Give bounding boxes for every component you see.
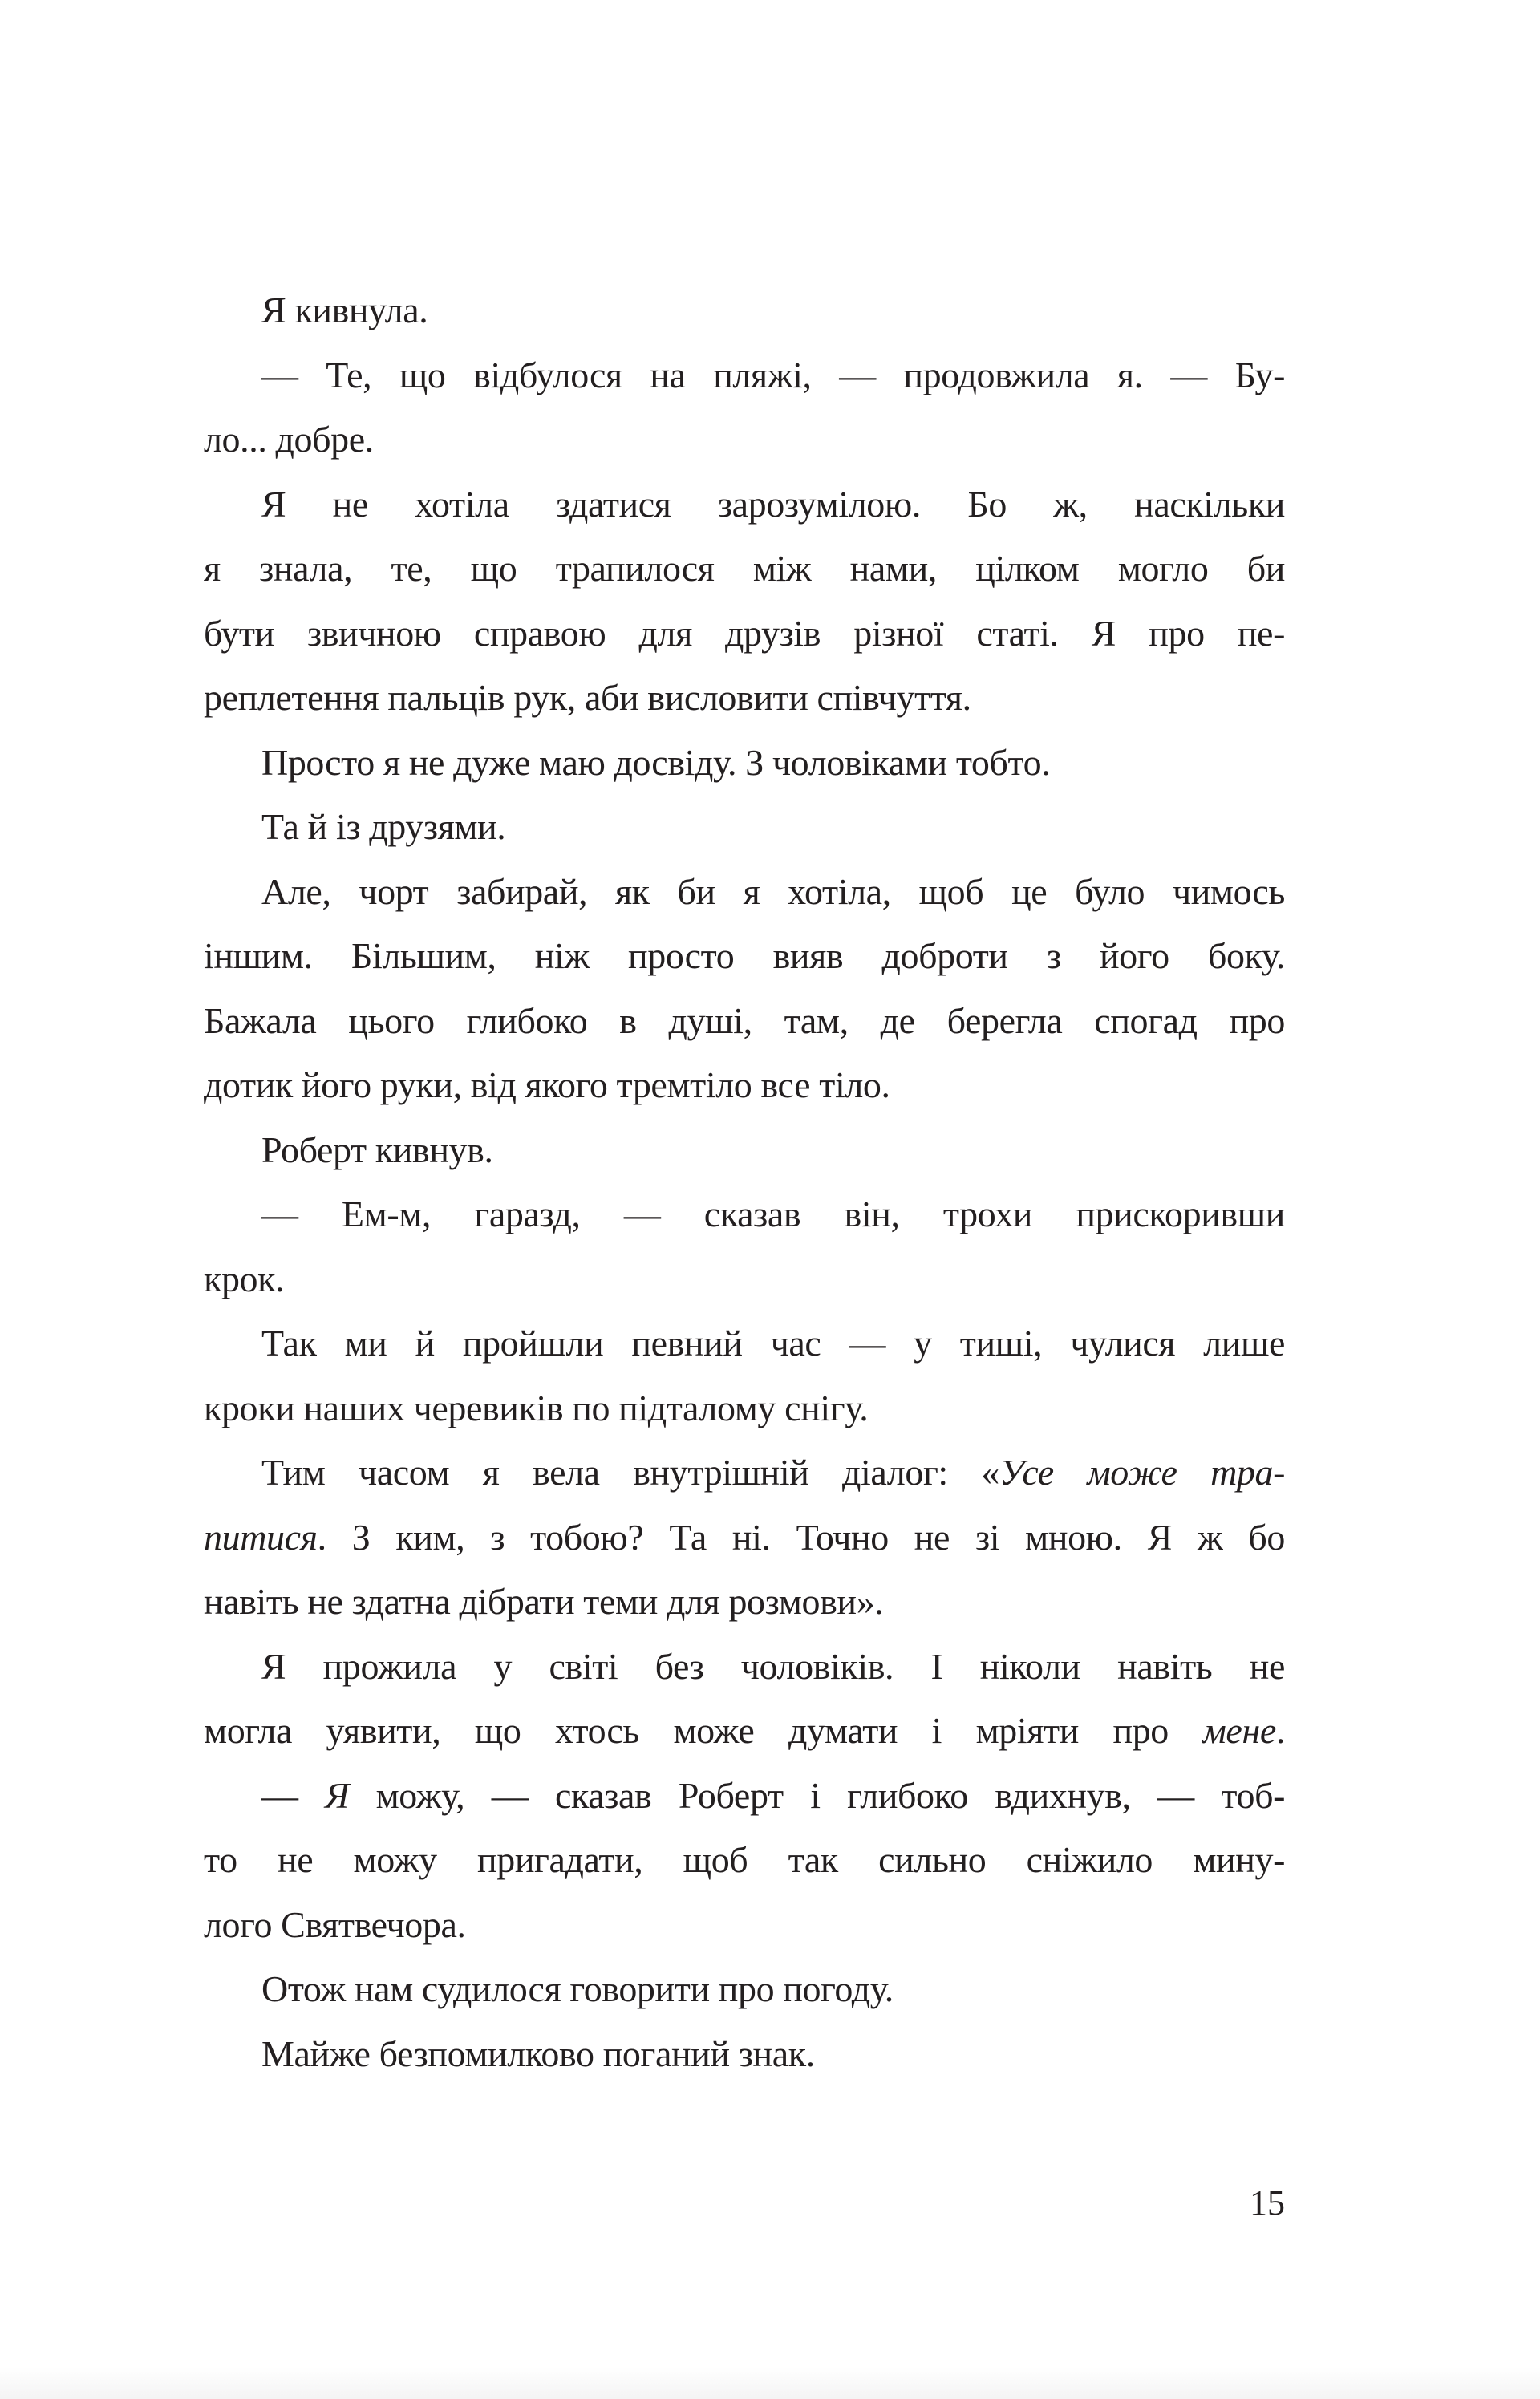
text-segment: Роберт кивнув. bbox=[261, 1129, 493, 1170]
text-line bbox=[204, 1828, 1285, 1893]
text-segment: Я прожила у світі без чоловіків. І ніколи навіть не bbox=[261, 1645, 1285, 1687]
text-line bbox=[204, 731, 1285, 796]
text-segment: . bbox=[1275, 1710, 1285, 1751]
text-segment: Я не хотіла здатися зарозумілою. Бо ж, наскільки bbox=[261, 483, 1285, 525]
page-number: 15 bbox=[1250, 2183, 1285, 2223]
text-line bbox=[204, 1053, 1285, 1118]
text-line bbox=[204, 1118, 1285, 1183]
text-line bbox=[204, 278, 1285, 343]
text-line bbox=[204, 1441, 1285, 1505]
text-segment: Тим часом я вела внутрішній діалог: « bbox=[261, 1452, 999, 1493]
text-segment: Та й із друзями. bbox=[261, 806, 506, 847]
text-segment: . З ким, з тобою? Та ні. Точно не зі мною. Я ж бо bbox=[317, 1516, 1285, 1558]
italic-text: питися bbox=[204, 1516, 318, 1558]
text-line bbox=[204, 1635, 1285, 1700]
text-line bbox=[204, 1699, 1285, 1764]
text-line bbox=[204, 924, 1285, 989]
text-segment: Просто я не дуже маю досвіду. З чоловіками тобто. bbox=[261, 741, 1051, 783]
text-segment: іншим. Більшим, ніж просто вияв доброти з його боку. bbox=[204, 935, 1285, 976]
text-line bbox=[204, 1764, 1285, 1829]
text-line bbox=[204, 2022, 1285, 2087]
body-text bbox=[204, 278, 1285, 2086]
text-line bbox=[204, 666, 1285, 731]
text-line bbox=[204, 1893, 1285, 1958]
text-line bbox=[204, 343, 1285, 408]
text-segment: Я кивнула. bbox=[261, 290, 428, 330]
text-line bbox=[204, 472, 1285, 537]
text-line bbox=[204, 1505, 1285, 1570]
text-segment: могла уявити, що хтось може думати і мріяти про bbox=[204, 1710, 1203, 1751]
italic-text: Я bbox=[325, 1774, 350, 1816]
text-line bbox=[204, 407, 1285, 472]
text-segment: — bbox=[261, 1774, 326, 1816]
text-segment: я знала, те, що трапилося між нами, цілком могло би bbox=[204, 548, 1285, 589]
text-line bbox=[204, 537, 1285, 602]
text-segment: то не можу пригадати, щоб так сильно сніжило мину- bbox=[204, 1839, 1285, 1880]
text-line bbox=[204, 1957, 1285, 2022]
text-line bbox=[204, 1182, 1285, 1247]
italic-text: мене bbox=[1202, 1710, 1276, 1751]
text-line bbox=[204, 1247, 1285, 1312]
text-segment: ло... добре. bbox=[204, 419, 374, 460]
text-segment: можу, — сказав Роберт і глибоко вдихнув, — тоб- bbox=[349, 1774, 1285, 1816]
page-bottom-edge bbox=[0, 2367, 1540, 2399]
text-line bbox=[204, 1376, 1285, 1441]
text-segment: реплетення пальців рук, аби висловити співчуття. bbox=[204, 677, 971, 718]
text-segment: Майже безпомилково поганий знак. bbox=[261, 2032, 815, 2074]
text-line bbox=[204, 602, 1285, 667]
text-segment: Бажала цього глибоко в душі, там, де берегла спогад про bbox=[204, 999, 1285, 1041]
text-line bbox=[204, 1570, 1285, 1635]
text-segment: лого Святвечора. bbox=[204, 1903, 466, 1945]
text-segment: — Ем-м, гаразд, — сказав він, трохи прискоривши bbox=[261, 1193, 1285, 1234]
text-segment: дотик його руки, від якого тремтіло все тіло. bbox=[204, 1064, 890, 1105]
text-segment: — Те, що відбулося на пляжі, — продовжила я. — Бу- bbox=[261, 354, 1285, 395]
text-segment: Так ми й пройшли певний час — у тиші, чулися лише bbox=[261, 1323, 1285, 1364]
italic-text: Усе може тра- bbox=[999, 1452, 1285, 1493]
text-segment: крок. bbox=[204, 1258, 285, 1299]
text-segment: навіть не здатна дібрати теми для розмови». bbox=[204, 1581, 884, 1622]
text-segment: бути звичною справою для друзів різної статі. Я про пе- bbox=[204, 612, 1285, 654]
text-line bbox=[204, 860, 1285, 925]
text-line bbox=[204, 795, 1285, 860]
text-line bbox=[204, 1311, 1285, 1376]
text-line bbox=[204, 989, 1285, 1054]
text-segment: Отож нам судилося говорити про погоду. bbox=[261, 1968, 894, 2009]
text-segment: кроки наших черевиків по підталому снігу. bbox=[204, 1387, 869, 1428]
text-segment: Але, чорт забирай, як би я хотіла, щоб це було чимось bbox=[261, 870, 1285, 912]
